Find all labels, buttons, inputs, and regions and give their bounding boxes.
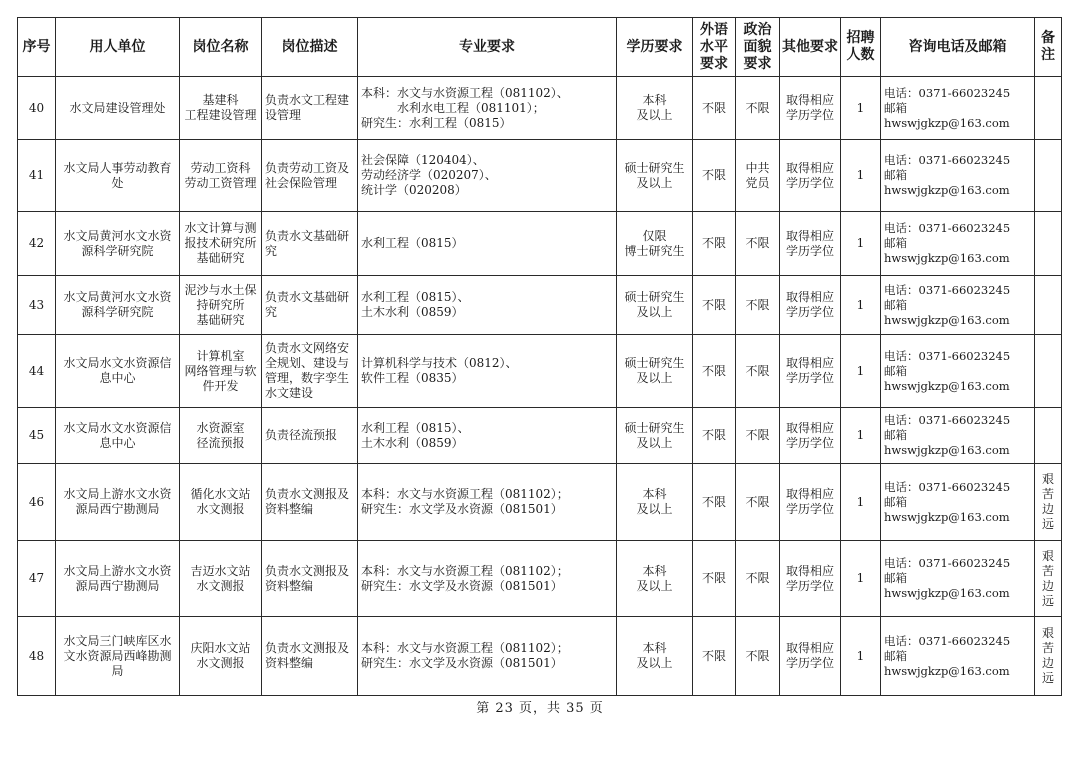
table-row [18, 140, 1062, 212]
political-requirement: 不限 [736, 77, 780, 140]
employer-unit: 水文局黄河水文水资 源科学研究院 [56, 276, 180, 335]
major-line: 研究生：水文学及水资源（081501） [361, 656, 563, 670]
remark: 艰 苦 边 远 [1035, 541, 1062, 617]
language-requirement: 不限 [693, 212, 736, 276]
post-description: 负责水文基础研 究 [262, 276, 358, 335]
major-line: 土木水利（0859） [361, 435, 464, 450]
table-row [18, 212, 1062, 276]
language-requirement: 不限 [693, 617, 736, 696]
remark: 艰 苦 边 远 [1035, 464, 1062, 541]
row-number: 41 [18, 140, 56, 212]
major-line: 水利工程（0815）、 [361, 420, 470, 435]
education-requirement: 硕士研究生 及以上 [617, 140, 693, 212]
table-body [18, 77, 1062, 696]
col-header-contact: 咨询电话及邮箱 [881, 18, 1035, 77]
major-requirement [358, 276, 617, 335]
header-row [18, 18, 1062, 77]
major-line: 本科：水文与水资源工程（081102）； [361, 563, 569, 578]
language-requirement: 不限 [693, 77, 736, 140]
contact-info: 电话：0371-66023245 邮箱 hwswjgkzp@163.com [881, 77, 1035, 140]
remark [1035, 276, 1062, 335]
hire-count: 1 [841, 276, 881, 335]
row-number: 46 [18, 464, 56, 541]
col-header-unit: 用人单位 [56, 18, 180, 77]
col-header-count: 招聘人数 [841, 18, 881, 77]
post-name: 计算机室 网络管理与软 件开发 [180, 335, 262, 408]
post-name: 基建科 工程建设管理 [180, 77, 262, 140]
other-requirement: 取得相应 学历学位 [780, 140, 841, 212]
row-number: 44 [18, 335, 56, 408]
major-line: 水利水电工程（081101）； [397, 100, 545, 115]
hire-count: 1 [841, 140, 881, 212]
education-requirement: 本科 及以上 [617, 617, 693, 696]
post-name: 水资源室 径流预报 [180, 408, 262, 464]
contact-info: 电话：0371-66023245 邮箱 hwswjgkzp@163.com [881, 617, 1035, 696]
language-requirement: 不限 [693, 276, 736, 335]
major-line: 研究生：水文学及水资源（081501） [361, 502, 563, 516]
political-requirement: 不限 [736, 464, 780, 541]
major-requirement [358, 212, 617, 276]
remark [1035, 140, 1062, 212]
table-row [18, 464, 1062, 541]
employer-unit: 水文局上游水文水资 源局西宁勘测局 [56, 464, 180, 541]
major-requirement [358, 464, 617, 541]
hire-count: 1 [841, 617, 881, 696]
other-requirement: 取得相应 学历学位 [780, 408, 841, 464]
col-header-no: 序号 [18, 18, 56, 77]
political-requirement: 不限 [736, 541, 780, 617]
education-requirement: 本科 及以上 [617, 464, 693, 541]
major-requirement [358, 541, 617, 617]
employer-unit: 水文局水文水资源信 息中心 [56, 408, 180, 464]
major-line: 统计学（020208） [361, 183, 467, 197]
major-line: 软件工程（0835） [361, 371, 464, 385]
major-line: 研究生：水文学及水资源（081501） [361, 578, 563, 593]
remark: 艰 苦 边 远 [1035, 617, 1062, 696]
row-number: 45 [18, 408, 56, 464]
hire-count: 1 [841, 335, 881, 408]
education-requirement: 硕士研究生 及以上 [617, 276, 693, 335]
post-description: 负责劳动工资及 社会保险管理 [262, 140, 358, 212]
major-requirement [358, 335, 617, 408]
contact-info: 电话：0371-66023245 邮箱 hwswjgkzp@163.com [881, 276, 1035, 335]
post-description: 负责径流预报 [262, 408, 358, 464]
other-requirement: 取得相应 学历学位 [780, 541, 841, 617]
contact-info: 电话：0371-66023245 邮箱 hwswjgkzp@163.com [881, 408, 1035, 464]
remark [1035, 408, 1062, 464]
table-row [18, 541, 1062, 617]
employer-unit: 水文局人事劳动教育 处 [56, 140, 180, 212]
major-requirement [358, 617, 617, 696]
post-description: 负责水文基础研 究 [262, 212, 358, 276]
post-description: 负责水文测报及 资料整编 [262, 617, 358, 696]
political-requirement: 中共 党员 [736, 140, 780, 212]
other-requirement: 取得相应 学历学位 [780, 77, 841, 140]
major-line: 本科：水文与水资源工程（081102）； [361, 641, 569, 655]
contact-info: 电话：0371-66023245 邮箱 hwswjgkzp@163.com [881, 140, 1035, 212]
other-requirement: 取得相应 学历学位 [780, 617, 841, 696]
major-line: 本科：水文与水资源工程（081102）； [361, 487, 569, 501]
contact-info: 电话：0371-66023245 邮箱 hwswjgkzp@163.com [881, 212, 1035, 276]
col-header-political: 政治面貌要求 [736, 18, 780, 77]
major-line: 土木水利（0859） [361, 305, 464, 319]
contact-info: 电话：0371-66023245 邮箱 hwswjgkzp@163.com [881, 541, 1035, 617]
language-requirement: 不限 [693, 408, 736, 464]
row-number: 40 [18, 77, 56, 140]
post-name: 吉迈水文站 水文测报 [180, 541, 262, 617]
major-line: 水利工程（0815）、 [361, 290, 470, 304]
post-name: 劳动工资科 劳动工资管理 [180, 140, 262, 212]
remark [1035, 335, 1062, 408]
post-name: 循化水文站 水文测报 [180, 464, 262, 541]
language-requirement: 不限 [693, 335, 736, 408]
education-requirement: 本科 及以上 [617, 541, 693, 617]
other-requirement: 取得相应 学历学位 [780, 276, 841, 335]
major-requirement [358, 77, 617, 140]
major-line: 本科：水文与水资源工程（081102）、 [361, 85, 569, 100]
other-requirement: 取得相应 学历学位 [780, 464, 841, 541]
employer-unit: 水文局建设管理处 [56, 77, 180, 140]
contact-info: 电话：0371-66023245 邮箱 hwswjgkzp@163.com [881, 335, 1035, 408]
hire-count: 1 [841, 464, 881, 541]
post-description: 负责水文测报及 资料整编 [262, 464, 358, 541]
major-requirement [358, 408, 617, 464]
language-requirement: 不限 [693, 140, 736, 212]
contact-info: 电话：0371-66023245 邮箱 hwswjgkzp@163.com [881, 464, 1035, 541]
hire-count: 1 [841, 408, 881, 464]
col-header-post: 岗位名称 [180, 18, 262, 77]
education-requirement: 硕士研究生 及以上 [617, 335, 693, 408]
row-number: 48 [18, 617, 56, 696]
education-requirement: 本科 及以上 [617, 77, 693, 140]
col-header-language: 外语水平要求 [693, 18, 736, 77]
employer-unit: 水文局水文水资源信 息中心 [56, 335, 180, 408]
hire-count: 1 [841, 212, 881, 276]
education-requirement: 硕士研究生 及以上 [617, 408, 693, 464]
language-requirement: 不限 [693, 464, 736, 541]
recruitment-table-page [17, 17, 1061, 696]
page-footer: 第 23 页，共 35 页 [476, 701, 604, 716]
table-row [18, 408, 1062, 464]
major-line: 研究生：水利工程（0815） [361, 115, 512, 130]
political-requirement: 不限 [736, 408, 780, 464]
education-requirement: 仅限 博士研究生 [617, 212, 693, 276]
remark [1035, 212, 1062, 276]
language-requirement: 不限 [693, 541, 736, 617]
post-description: 负责水文测报及 资料整编 [262, 541, 358, 617]
political-requirement: 不限 [736, 276, 780, 335]
col-header-major: 专业要求 [358, 18, 617, 77]
post-name: 水文计算与测 报技术研究所 基础研究 [180, 212, 262, 276]
hire-count: 1 [841, 77, 881, 140]
major-line: 计算机科学与技术（0812）、 [361, 356, 518, 370]
table-row [18, 335, 1062, 408]
col-header-desc: 岗位描述 [262, 18, 358, 77]
political-requirement: 不限 [736, 212, 780, 276]
political-requirement: 不限 [736, 335, 780, 408]
political-requirement: 不限 [736, 617, 780, 696]
employer-unit: 水文局黄河水文水资 源科学研究院 [56, 212, 180, 276]
post-description: 负责水文网络安 全规划、建设与 管理，数字孪生 水文建设 [262, 335, 358, 408]
col-header-note: 备注 [1035, 18, 1062, 77]
major-line: 水利工程（0815） [361, 236, 464, 250]
row-number: 43 [18, 276, 56, 335]
post-description: 负责水文工程建 设管理 [262, 77, 358, 140]
other-requirement: 取得相应 学历学位 [780, 212, 841, 276]
post-name: 泥沙与水土保 持研究所 基础研究 [180, 276, 262, 335]
employer-unit: 水文局上游水文水资 源局西宁勘测局 [56, 541, 180, 617]
remark [1035, 77, 1062, 140]
table-row [18, 276, 1062, 335]
col-header-education: 学历要求 [617, 18, 693, 77]
col-header-other: 其他要求 [780, 18, 841, 77]
major-line: 劳动经济学（020207）、 [361, 168, 497, 182]
post-name: 庆阳水文站 水文测报 [180, 617, 262, 696]
hire-count: 1 [841, 541, 881, 617]
table-row [18, 77, 1062, 140]
employer-unit: 水文局三门峡库区水 文水资源局西峰勘测 局 [56, 617, 180, 696]
row-number: 47 [18, 541, 56, 617]
table-row [18, 617, 1062, 696]
major-requirement [358, 140, 617, 212]
recruitment-table [17, 17, 1062, 696]
other-requirement: 取得相应 学历学位 [780, 335, 841, 408]
major-line: 社会保障（120404）、 [361, 153, 485, 167]
row-number: 42 [18, 212, 56, 276]
